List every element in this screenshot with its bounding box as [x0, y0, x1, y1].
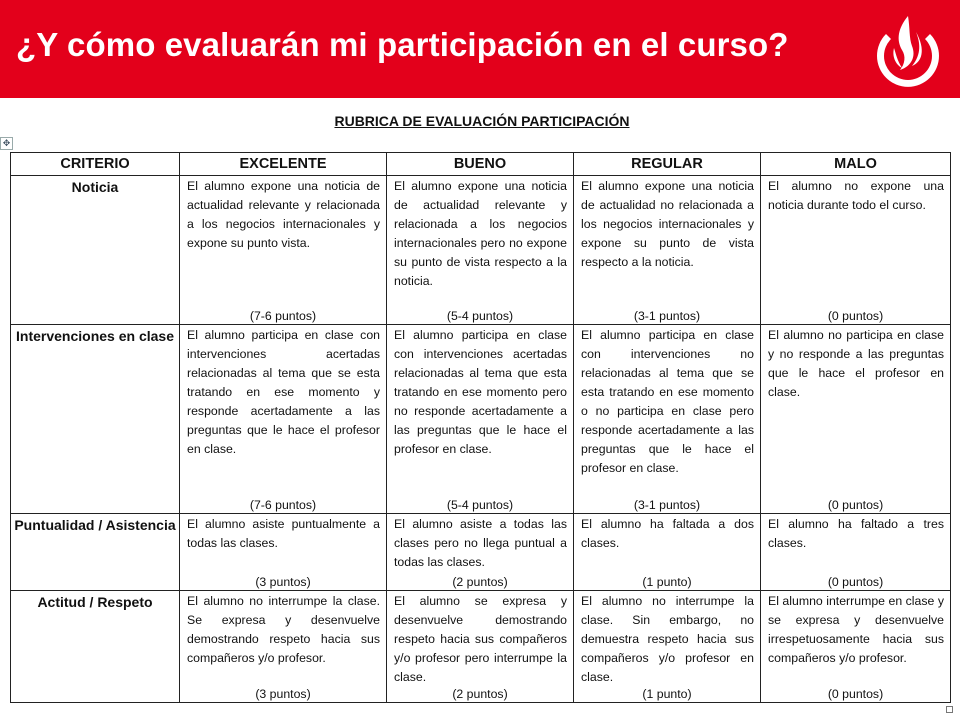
criterion-cell: Intervenciones en clase [11, 325, 180, 514]
cell-description: El alumno no expone una noticia durante todo el curso. [768, 179, 944, 212]
rubric-cell [761, 591, 951, 703]
cell-points: (0 puntos) [827, 575, 884, 589]
table-row [11, 591, 951, 703]
slide-title: ¿Y cómo evaluarán mi participación en el curso? [16, 26, 789, 63]
cell-points: (1 punto) [642, 687, 692, 701]
cell-points: (5-4 puntos) [446, 498, 514, 512]
cell-points: (0 puntos) [827, 309, 884, 323]
cell-points: (3-1 puntos) [633, 498, 701, 512]
rubric-cell [180, 591, 387, 703]
cell-description: El alumno no participa en clase y no responde a las preguntas que le hace el profesor en clase. [768, 328, 944, 399]
rubric-cell [180, 176, 387, 325]
table-move-handle-icon[interactable]: ✥ [0, 137, 13, 150]
header-bueno: BUENO [387, 153, 574, 176]
header-malo: MALO [761, 153, 951, 176]
cell-points: (1 punto) [642, 575, 692, 589]
flame-logo-icon [872, 14, 944, 88]
cell-description: El alumno no interrumpe la clase. Sin embargo, no demuestra respeto hacia sus compañeros y/o profesor en clase. [581, 594, 754, 684]
cell-description: El alumno asiste puntualmente a todas las clases. [187, 517, 380, 550]
title-banner [0, 0, 960, 98]
criterion-cell: Puntualidad / Asistencia [11, 514, 180, 591]
header-excelente: EXCELENTE [180, 153, 387, 176]
rubric-cell [761, 514, 951, 591]
cell-points: (0 puntos) [827, 687, 884, 701]
rubric-title: RUBRICA DE EVALUACIÓN PARTICIPACIÓN [334, 113, 630, 129]
rubric-cell [574, 591, 761, 703]
cell-points: (3 puntos) [255, 687, 311, 701]
rubric-cell [574, 325, 761, 514]
rubric-cell [761, 325, 951, 514]
cell-points: (5-4 puntos) [446, 309, 514, 323]
cell-points: (2 puntos) [452, 575, 508, 589]
cell-description: El alumno participa en clase con intervenciones acertadas relacionadas al tema que esta tratando en ese momento pero no responde acertadamente a las preguntas que le hace el profesor en clase. [394, 328, 567, 456]
cell-description: El alumno participa en clase con intervenciones no relacionadas al tema que se esta tratando en ese momento o no participa en clase pero responde acertadamente a las preguntas que le hace el profesor en clase. [581, 328, 754, 475]
cell-points: (2 puntos) [452, 687, 508, 701]
cell-points: (0 puntos) [827, 498, 884, 512]
cell-points: (3-1 puntos) [633, 309, 701, 323]
cell-points: (7-6 puntos) [249, 498, 317, 512]
cell-description: El alumno ha faltada a dos clases. [581, 517, 754, 550]
rubric-cell [761, 176, 951, 325]
rubric-cell [574, 176, 761, 325]
criterion-cell: Noticia [11, 176, 180, 325]
cell-description: El alumno se expresa y desenvuelve demostrando respeto hacia sus compañeros y/o profesor pero interrumpe la clase. [394, 594, 567, 684]
cell-description: El alumno expone una noticia de actualidad relevante y relacionada a los negocios internacionales pero no expone su punto de vista respecto a la noticia. [394, 179, 567, 288]
rubric-cell [180, 325, 387, 514]
cell-points: (3 puntos) [255, 575, 311, 589]
cell-description: El alumno interrumpe en clase y se expresa y desenvuelve irrespetuosamente hacia sus compañeros y/o profesor. [768, 594, 944, 665]
cell-description: El alumno expone una noticia de actualidad no relacionada a los negocios internacionales y expone su punto de vista respecto a la noticia. [581, 179, 754, 269]
table-resize-handle[interactable] [946, 706, 953, 713]
cell-description: El alumno participa en clase con intervenciones acertadas relacionadas al tema que se esta tratando en ese momento y responde acertadamente a las preguntas que le hace el profesor en clase. [187, 328, 380, 456]
rubric-cell [180, 514, 387, 591]
table-row [11, 325, 951, 514]
rubric-cell [387, 514, 574, 591]
table-row [11, 176, 951, 325]
rubric-table [10, 152, 951, 703]
criterion-cell: Actitud / Respeto [11, 591, 180, 703]
cell-description: El alumno expone una noticia de actualidad relevante y relacionada a los negocios internacionales y expone su punto vista. [187, 179, 380, 250]
rubric-cell [387, 176, 574, 325]
cell-description: El alumno ha faltado a tres clases. [768, 517, 944, 550]
rubric-cell [387, 325, 574, 514]
header-regular: REGULAR [574, 153, 761, 176]
table-header-row [11, 153, 951, 176]
cell-description: El alumno no interrumpe la clase. Se expresa y desenvuelve demostrando respeto hacia sus compañeros y/o profesor. [187, 594, 380, 665]
rubric-cell [574, 514, 761, 591]
cell-description: El alumno asiste a todas las clases pero no llega puntual a todas las clases. [394, 517, 567, 569]
cell-points: (7-6 puntos) [249, 309, 317, 323]
table-row [11, 514, 951, 591]
header-criterio: CRITERIO [11, 153, 180, 176]
rubric-cell [387, 591, 574, 703]
